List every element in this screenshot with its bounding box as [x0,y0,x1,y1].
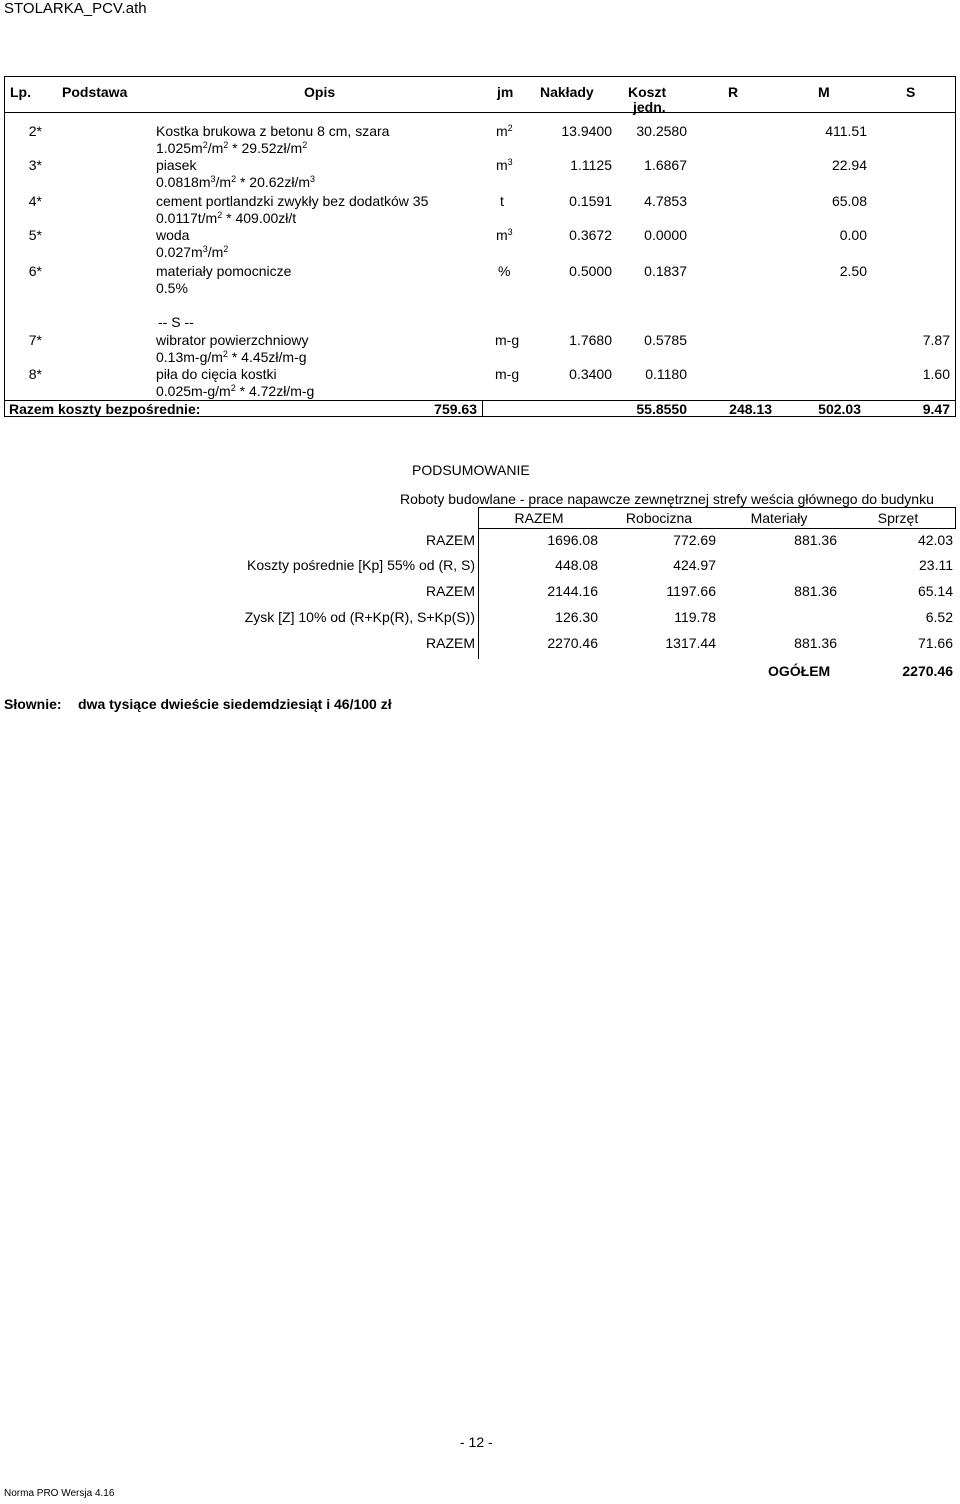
summary-row-razem: 2144.16 [547,583,598,599]
row-m: 65.08 [831,193,867,209]
header-m: M [818,84,830,100]
row-koszt: 0.5785 [644,332,687,348]
summary-row-robocizna: 1317.44 [665,635,716,651]
header-jm: jm [497,84,514,100]
total-koszt: 55.8550 [636,401,687,417]
header-divider [4,112,956,113]
summary-row-label: RAZEM [426,635,475,651]
total-r: 248.13 [729,401,772,417]
summary-row-label: Koszty pośrednie [Kp] 55% od (R, S) [247,557,475,573]
ogolem-label: OGÓŁEM [768,663,831,679]
row-koszt: 0.1837 [644,263,687,279]
row-opis: piła do cięcia kostki [156,366,277,382]
row-jm: $m^3$ [496,157,513,173]
row-koszt: 1.6867 [644,157,687,173]
row-formula: $0.025m-g/m^2$ * 4.72zł/m-g [156,383,315,399]
page-number: - 12 - [460,1434,493,1450]
row-naklady: 0.3672 [569,227,612,243]
header-r: R [728,84,739,100]
ogolem-value: 2270.46 [902,663,953,679]
summary-header-robocizna: Robocizna [625,510,693,526]
row-jm: m-g [495,366,520,382]
row-jm: $m^2$ [496,123,513,139]
row-formula: $0.027m^3/m^2$ [156,244,229,260]
row-m: 411.51 [825,123,867,139]
row-formula: $0.0818m^3/m^2$ * $20.62zł/m^3$ [156,174,316,190]
row-lp: 3* [28,157,42,173]
header-koszt-jedn: jedn. [633,99,666,115]
summary-row-sprzet: 71.66 [917,635,953,651]
words-label: Słownie: [4,696,62,712]
summary-row-label: RAZEM [426,532,475,548]
summary-row-razem: 448.08 [555,557,598,573]
row-koszt: 0.1180 [645,366,687,382]
summary-row-label: RAZEM [426,583,475,599]
row-naklady: 0.5000 [569,263,612,279]
summary-row-sprzet: 65.14 [917,583,953,599]
row-jm: $m^3$ [496,227,513,243]
row-naklady: 0.3400 [569,366,612,382]
row-m: 0.00 [839,227,867,243]
row-formula: $0.0117t/m^2$ * 409.00zł/t [156,210,297,226]
header-opis: Opis [304,84,336,100]
summary-row-razem: 1696.08 [547,532,598,548]
summary-row-razem: 2270.46 [547,635,598,651]
header-s: S [906,84,916,100]
header-koszt: Koszt [628,84,667,100]
row-formula: 0.5% [156,280,188,296]
row-koszt: 4.7853 [644,193,687,209]
total-label: Razem koszty bezpośrednie: [9,401,201,417]
row-opis: cement portlandzki zwykły bez dodatków 35 [156,193,429,209]
row-lp: 8* [28,366,42,382]
summary-row-robocizna: 119.78 [674,609,716,625]
summary-row-materialy: 881.36 [794,532,837,548]
row-formula: $0.13m-g/m^2$ * 4.45zł/m-g [156,349,307,365]
header-lp: Lp. [10,84,31,100]
total-s: 9.47 [922,401,950,417]
summary-row-razem: 126.30 [555,609,598,625]
summary-left-rule [478,529,479,659]
row-s: 7.87 [922,332,950,348]
header-naklady: Nakłady [540,84,594,100]
total-m: 502.03 [818,401,861,417]
row-lp: 2* [28,123,42,139]
row-lp: 6* [28,263,42,279]
summary-row-label: Zysk [Z] 10% od (R+Kp(R), S+Kp(S)) [244,609,475,625]
row-lp: 4* [28,193,42,209]
row-opis: materiały pomocnicze [156,263,292,279]
row-koszt: 0.0000 [644,227,687,243]
document-title: STOLARKA_PCV.ath [4,0,147,17]
row-opis: Kostka brukowa z betonu 8 cm, szara [156,123,390,139]
summary-row-sprzet: 42.03 [917,532,953,548]
summary-row-sprzet: 23.11 [919,557,953,573]
row-naklady: 0.1591 [569,193,612,209]
summary-row-materialy: 881.36 [794,635,837,651]
total-cell-divider [482,400,483,417]
row-m: 22.94 [831,157,867,173]
summary-subtitle: Roboty budowlane - prace napawcze zewnętrznej strefy weścia głównego do budynku [400,491,934,507]
row-koszt: 30.2580 [636,123,687,139]
row-m: 2.50 [839,263,867,279]
header-podstawa: Podstawa [62,84,128,100]
row-opis: woda [156,227,190,243]
row-lp: 5* [28,227,42,243]
section-s-header: -- S -- [158,314,194,330]
summary-row-materialy: 881.36 [794,583,837,599]
summary-title: PODSUMOWANIE [412,462,530,478]
row-naklady: 1.1125 [570,157,612,173]
row-formula: $1.025m^2/m^2$ * $29.52zł/m^2$ [156,140,308,156]
summary-row-robocizna: 424.97 [673,557,716,573]
row-opis: piasek [156,157,197,173]
row-jm: % [498,263,511,279]
row-opis: wibrator powierzchniowy [156,332,309,348]
row-s: 1.60 [922,366,950,382]
row-jm: m-g [495,332,520,348]
summary-row-robocizna: 772.69 [673,532,716,548]
summary-header-razem: RAZEM [514,510,564,526]
summary-row-robocizna: 1197.66 [666,583,716,599]
words-value: dwa tysiące dwieście siedemdziesiąt i 46/100 zł [78,696,392,712]
row-naklady: 1.7680 [569,332,612,348]
total-value: 759.63 [434,401,477,417]
summary-header-materialy: Materiały [750,510,808,526]
row-jm: t [500,193,504,209]
row-naklady: 13.9400 [561,123,612,139]
summary-row-sprzet: 6.52 [925,609,953,625]
software-version: Norma PRO Wersja 4.16 [4,1488,115,1499]
summary-header-sprzet: Sprzęt [877,510,919,526]
row-lp: 7* [28,332,42,348]
